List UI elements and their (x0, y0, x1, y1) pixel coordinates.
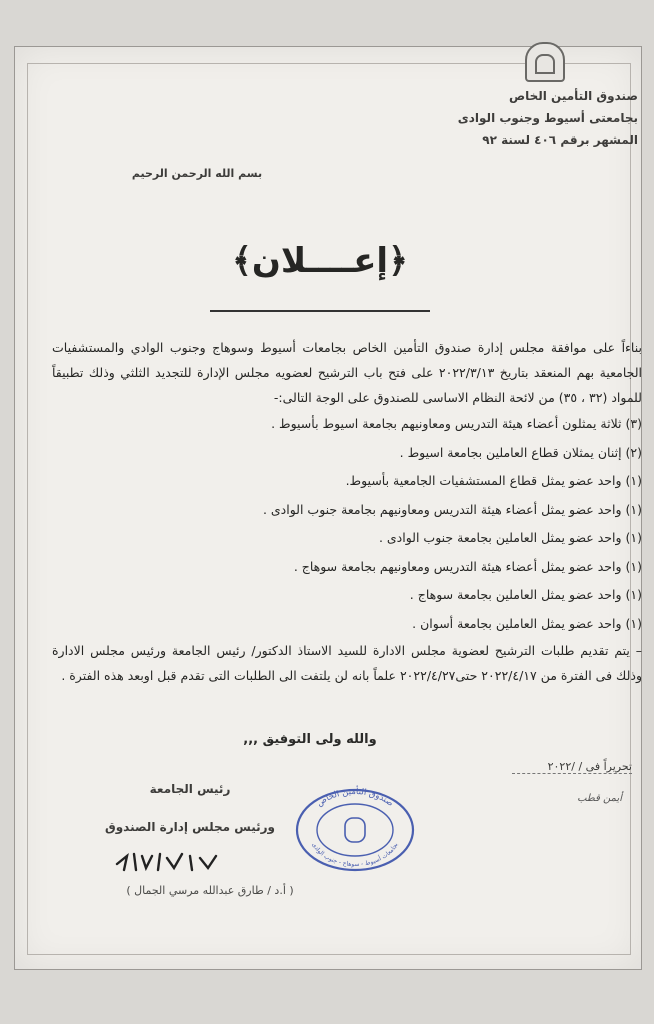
nominee-item: (١) واحد عضو يمثل العاملين بجامعة سوهاج . (409, 587, 642, 602)
nominee-item: (٢) إثنان يمثلان قطاع العاملين بجامعة اسيوط . (399, 444, 642, 460)
closing-line: والله ولى التوفيق ,,, (243, 732, 377, 747)
org-name: صندوق التأمين الخاص (508, 89, 638, 103)
organization-header (408, 85, 638, 151)
nominee-item: (١) واحد عضو يمثل قطاع المستشفيات الجامعية بأسيوط. (345, 473, 642, 488)
nominee-item: (١) واحد عضو يمثل العاملين بجامعة جنوب الوادى . (378, 530, 642, 545)
writer-signature: أيمن قطب (577, 793, 622, 804)
nominee-item: (١) واحد عضو يمثل العاملين بجامعة أسوان . (412, 615, 642, 631)
date-line: تحريراً فى / /٢٠٢٢ (512, 760, 632, 774)
submission-paragraph: – يتم تقديم طلبات الترشيح لعضوية مجلس الادارة للسيد الاستاذ الدكتور/ رئيس الجامعة ورئيس مجلس الادارة وذلك فى الفترة من ٢٠٢٢/٤/١٧ حتى٢٠٢٢/٤/٢٧ علماً بانه لن يلتفت الى الطلبات التى تقدم قبل اوبعد هذه الفترة . (52, 643, 642, 683)
president-signature (112, 846, 222, 876)
nominee-item: (٣) ثلاثة يمثلون أعضاء هيئة التدريس ومعاونيهم بجامعة اسيوط بأسيوط . (271, 416, 642, 431)
announcement-body (52, 335, 642, 688)
title-underline (210, 310, 430, 312)
svg-text:صندوق التأمين الخاص (315, 785, 395, 809)
nominee-item: (١) واحد عضو يمثل أعضاء هيئة التدريس ومعاونيهم بجامعة سوهاج . (293, 558, 642, 574)
org-universities: بجامعتى أسيوط وجنوب الوادى (457, 111, 638, 125)
logo-arch (535, 54, 555, 74)
org-registration: المشهر برقم ٤٠٦ لسنة ٩٢ (482, 133, 638, 147)
stamp-ring-bottom: بجامعات أسيوط - سوهاج - جنوب الوادى (310, 841, 400, 869)
nominee-item: (١) واحد عضو يمثل أعضاء هيئة التدريس ومعاونيهم بجامعة جنوب الوادى . (262, 501, 642, 517)
president-name: ( أ.د / طارق عبدالله مرسي الجمال ) (126, 884, 294, 897)
president-title: رئيس الجامعة (149, 782, 231, 796)
nominee-list (52, 410, 642, 638)
fund-logo (525, 42, 565, 82)
announcement-title: ﴿إعــــلان﴾ (231, 241, 409, 281)
stamp-ring-top: صندوق التأمين الخاص (314, 786, 396, 809)
basmala: بسم الله الرحمن الرحيم (131, 167, 263, 180)
intro-paragraph: بناءاً على موافقة مجلس إدارة صندوق التأمين الخاص بجامعات أسيوط وسوهاج وجنوب الوادي والمستشفيات الجامعية بهم المنعقد بتاريخ ٢٠٢٢/٣/١٣ على فتح باب الترشيح لعضويه مجلس الإدارة للتجديد الثلثي وذلك تطبيقاً للمواد (٣٢ ، ٣٥) من لائحة النظام الاساسى للصندوق على الوجة التالى:- (52, 340, 642, 405)
president-subtitle: ورئيس مجلس إدارة الصندوق (104, 820, 276, 834)
official-stamp (290, 784, 420, 872)
